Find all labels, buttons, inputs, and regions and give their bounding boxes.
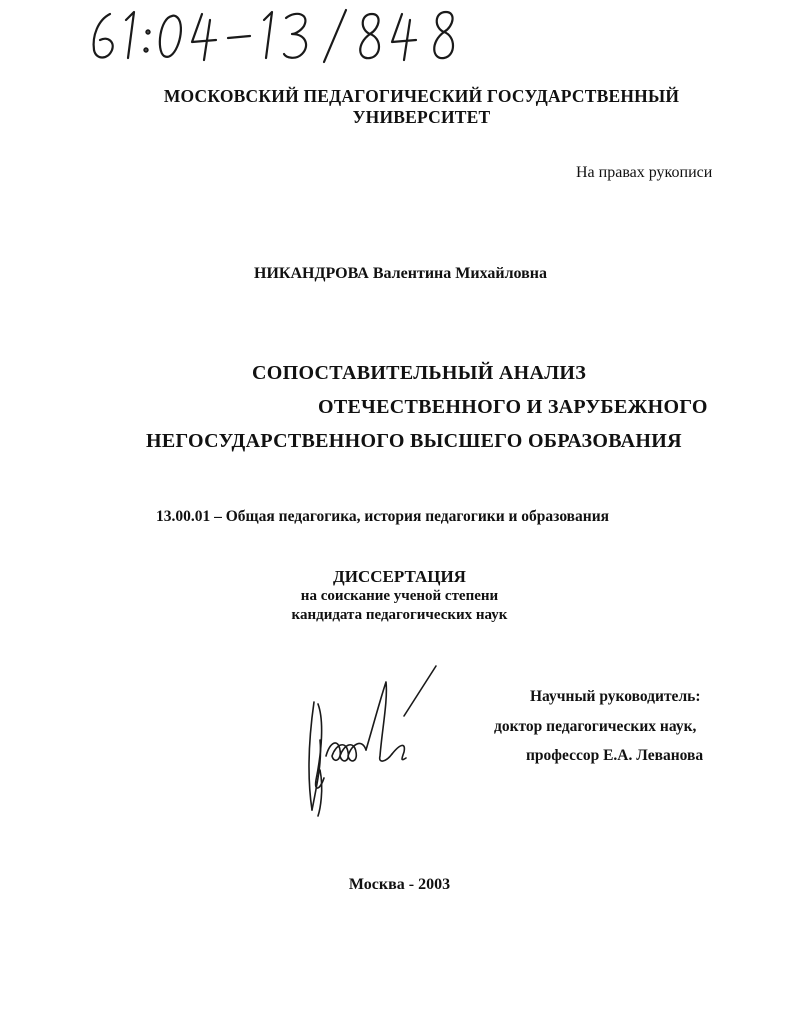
university-line-2: УНИВЕРСИТЕТ <box>352 107 491 127</box>
dissertation-heading: ДИССЕРТАЦИЯ <box>333 567 466 586</box>
dissertation-block <box>0 566 799 625</box>
author-surname: НИКАНДРОВА <box>254 265 369 282</box>
title-line-1: СОПОСТАВИТЕЛЬНЫЙ АНАЛИЗ <box>252 362 587 384</box>
university-line-1: МОСКОВСКИЙ ПЕДАГОГИЧЕСКИЙ ГОСУДАРСТВЕННЫЙ <box>163 86 680 106</box>
dissertation-line-2: кандидата педагогических наук <box>291 607 508 623</box>
title-line-2: ОТЕЧЕСТВЕННОГО И ЗАРУБЕЖНОГО <box>318 396 708 418</box>
rights-note: На правах рукописи <box>576 164 713 181</box>
advisor-name: профессор Е.А. Леванова <box>526 747 704 764</box>
signature-image <box>300 660 450 820</box>
title-line-3: НЕГОСУДАРСТВЕННОГО ВЫСШЕГО ОБРАЗОВАНИЯ <box>146 430 682 452</box>
city-and-year: Москва - 2003 <box>348 876 451 893</box>
dissertation-line-1: на соискание ученой степени <box>300 588 499 604</box>
author-given-names: Валентина Михайловна <box>372 265 548 282</box>
advisor-title: Научный руководитель: <box>530 688 701 705</box>
advisor-degree: доктор педагогических наук, <box>494 718 697 735</box>
author-name <box>254 265 547 283</box>
specialty-code: 13.00.01 – Общая педагогика, история педагогики и образования <box>156 508 610 525</box>
handwritten-archive-code <box>88 6 488 66</box>
university-name <box>0 86 799 128</box>
